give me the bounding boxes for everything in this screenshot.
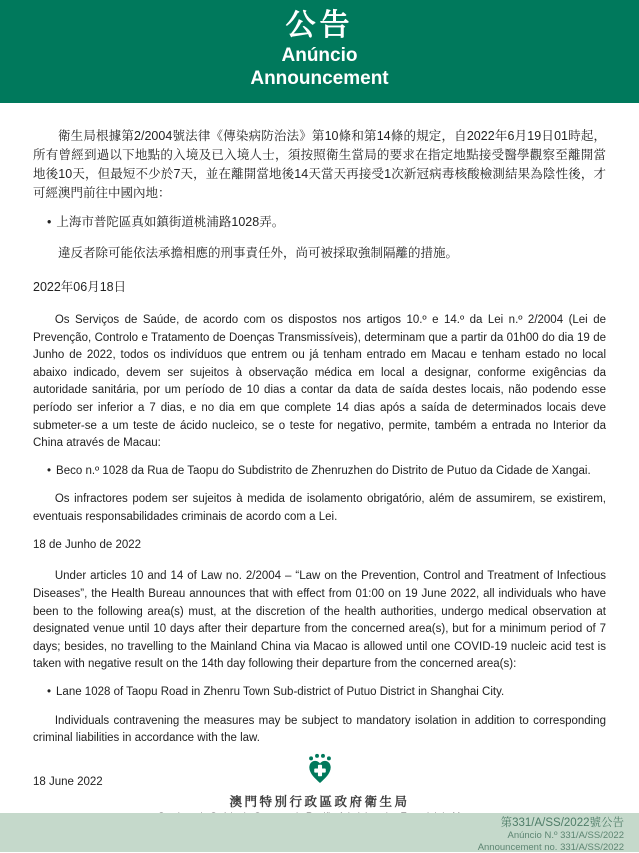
reference-number-bar [0,813,639,852]
reference-number-pt: Anúncio N.º 331/A/SS/2022 [0,830,624,842]
announcement-header-banner [0,0,639,103]
list-item-en [47,684,606,702]
list-item-en-text: Lane 1028 of Taopu Road in Zhenru Town Sub-district of Putuo District in Shanghai City. [56,686,504,698]
document-footer [0,752,639,822]
paragraph-zh: 衛生局根據第2/2004號法律《傳染病防治法》第10條和第14條的規定，自2022年6月19日01時起，所有曾經到過以下地點的入境及已入境人士，須按照衛生當局的要求在指定地點接受醫學觀察至離開當地後10天，但最短不少於7天，並在離開當地後14天當天再接受1次新冠病毒核酸檢測結果為陰性後，才可經澳門前往中國內地： [33,127,606,203]
organization-name-zh: 澳門特別行政區政府衛生局 [0,792,639,810]
page-title-en: Announcement [0,67,639,90]
warning-zh: 違反者除可能依法承擔相應的刑事責任外，尚可被採取強制隔離的措施。 [33,244,606,263]
bullet-icon: • [47,215,51,229]
page-title-pt: Anúncio [0,44,639,67]
paragraph-pt: Os Serviços de Saúde, de acordo com os dispostos nos artigos 10.º e 14.º da Lei n.º 2/2004 (Lei de Prevenção, Controlo e Tratamento de Doenças Transmissíveis), determinam que a partir da 01h00 do dia 19 de Junho de 2022, todos os indivíduos que entrem ou já tenham entrado em Macau e tenham estado no local abaixo indicado, devem ser sujeitos à observação médica em local a designar, conforme exigências da autoridade sanitária, por um período de 10 dias a contar da data de saída destes locais, não podendo esse período ser inferior a 7 dias, e no dia em que complete 14 dias após a saída de determinados locais deve submeter-se a um teste de ácido nucleico, se o teste for negativo, permite, também a entrada no Interior da China através de Macau: [33,312,606,453]
date-pt: 18 de Junho de 2022 [33,539,606,551]
announcement-body [0,127,639,788]
page-title-zh: 公告 [0,7,639,44]
date-en: 18 June 2022 [33,776,606,788]
list-item-zh [47,213,606,232]
warning-en: Individuals contravening the measures may be subject to mandatory isolation in addition to corresponding criminal liabilities in accordance with the law. [33,713,606,748]
list-item-pt [47,463,606,481]
warning-pt: Os infractores podem ser sujeitos à medida de isolamento obrigatório, além de assumirem, se existirem, eventuais responsabilidades criminais de acordo com a Lei. [33,491,606,526]
list-item-zh-text: 上海市普陀區真如鎮街道桃浦路1028弄。 [56,215,284,229]
date-zh: 2022年06月18日 [33,277,606,295]
health-bureau-logo-icon [303,752,337,786]
bullet-icon: • [47,686,51,698]
reference-number-zh: 第331/A/SS/2022號公告 [0,816,624,830]
list-item-pt-text: Beco n.º 1028 da Rua de Taopu do Subdistrito de Zhenruzhen do Distrito de Putuo da Cidade de Xangai. [56,465,591,477]
bullet-icon: • [47,465,51,477]
paragraph-en: Under articles 10 and 14 of Law no. 2/2004 – “Law on the Prevention, Control and Treatment of Infectious Diseases”, the Health Bureau announces that with effect from 01:00 on 19 June 2022, all individuals who have been to the following area(s) must, at the discretion of the health authorities, undergo medical observation at designated venue until 10 days after their departure from the concerned area(s), but for a minimum period of 7 days; besides, no travelling to the Mainland China via Macao is allowed until one COVID-19 nucleic acid test is taken with negative result on the 14th day following their departure from the concerned area(s): [33,568,606,674]
reference-number-en: Announcement no. 331/A/SS/2022 [0,842,624,853]
